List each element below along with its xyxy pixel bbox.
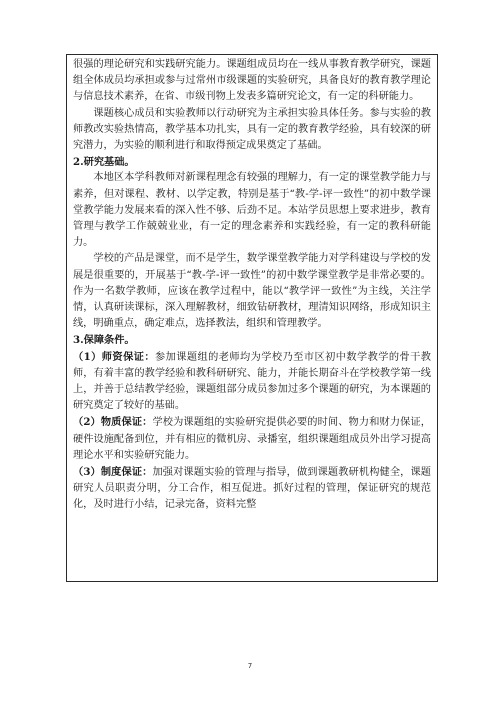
material-guarantee-label: （2）物质保证： (73, 416, 153, 429)
teacher-guarantee-label: （1）师资保证： (73, 350, 155, 363)
paragraph-teacher-guarantee (73, 349, 431, 415)
teacher-guarantee-text: 参加课题组的老师均为学校乃至市区初中数学教学的骨干教师，有着丰富的教学经验和教科研研究、能力，并能长期奋斗在学校教学第一线上，并善于总结教学经验，课题组部分成员参加过多个课题的研究，为本课题的研究奠定了较好的基础。 (73, 351, 431, 412)
section-heading-research-basis: 2.研究基础。 (73, 156, 135, 169)
system-guarantee-label: （3）制度保证： (73, 466, 153, 479)
material-guarantee-text: 学校为课题组的实验研究提供必要的时间、物力和财力保证，硬件设施配备到位，并有相应的微机房、录播室，组织课题组成员外出学习提高理论水平和实验研究能力。 (73, 417, 431, 461)
system-guarantee-text: 加强对课题实验的管理与指导，做到课题教研机构健全，课题研究人员职责分明，分工合作，相互促进。抓好过程的管理，保证研究的规范化，及时进行小结，记录完备，资料完整 (73, 467, 431, 511)
paragraph-system-guarantee (73, 464, 431, 514)
paragraph-research-basis-2: 学校的产品是课堂，而不是学生，数学课堂教学能力对学科建设与学校的发展是很重要的，开展基于“教-学-评一致性”的初中数学课堂教学是非常必要的。作为一名数学教师，应该在教学过程中，能以“教学评一致性”为主线，关注学情，认真研读课标，深入理解教材，细致钻研教材，理清知识网络，形成知识主线，明确重点，确定难点，选择教法，组织和管理教学。 (73, 253, 431, 330)
section-heading-guarantee-conditions: 3.保障条件。 (73, 334, 135, 347)
paragraph-research-basis-1: 本地区本学科教师对新课程理念有较强的理解力，有一定的课堂教学能力与素养，但对课程、教材、以学定教，特别是基于“教-学-评一致性”的初中数学课堂教学能力发展来看的深入性不够、后劲不足。本站学员思想上要求进步，教育管理与教学工作兢兢业业，有一定的理念素养和实践经验，有一定的教科研能力。 (73, 172, 431, 249)
paragraph-continuation: 很强的理论研究和实践研究能力。课题组成员均在一线从事教育教学研究，课题组全体成员均承担或参与过常州市级课题的实验研究，具备良好的教育教学理论与信息技术素养，在省、市级刊物上发表多篇研究论文，有一定的科研能力。 (73, 59, 431, 103)
paragraph-core-members: 课题核心成员和实验教师以行动研究为主承担实验具体任务。参与实验的教师教改实验热情高，教学基本功扎实，具有一定的教育教学经验，具有较深的研究潜力，为实验的顺利进行和取得预定成果奠定了基础。 (73, 107, 431, 152)
paragraph-material-guarantee (73, 414, 431, 464)
content-table-cell (66, 54, 438, 582)
page-number: 7 (247, 662, 253, 670)
